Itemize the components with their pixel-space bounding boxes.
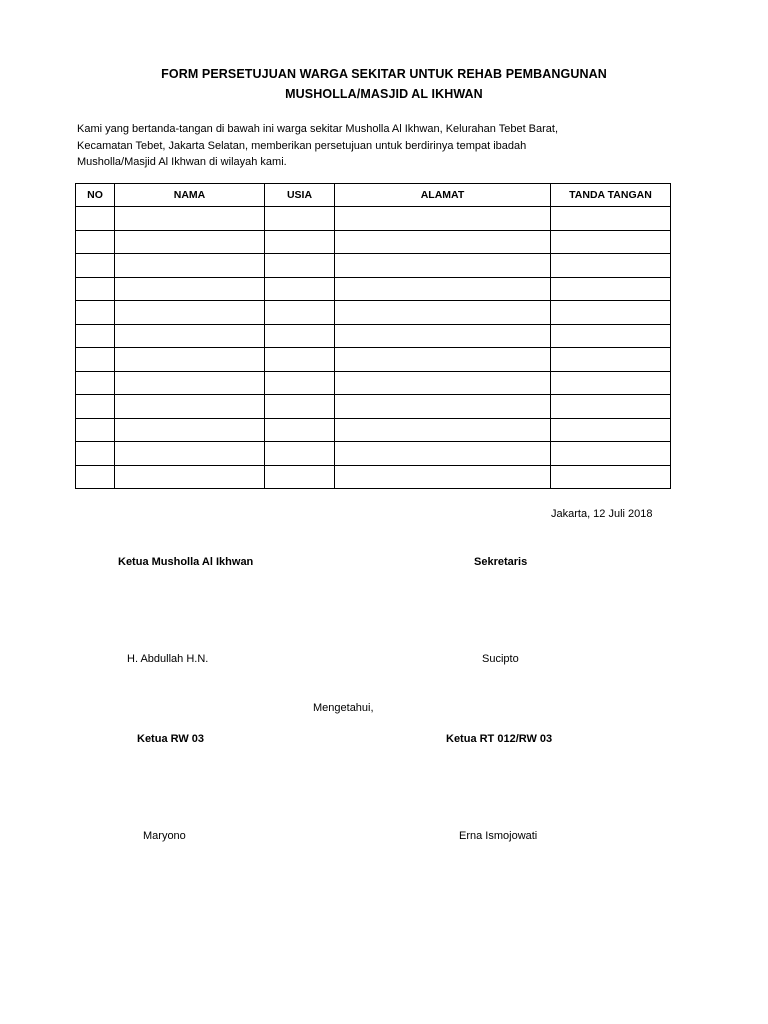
cell-alamat: [335, 348, 551, 372]
intro-line: Kami yang bertanda-tangan di bawah ini warga sekitar Musholla Al Ikhwan, Kelurahan Tebet Barat,: [77, 123, 559, 135]
cell-tanda-tangan: [551, 324, 671, 348]
cell-alamat: [335, 324, 551, 348]
table-row: [76, 324, 671, 348]
cell-tanda-tangan: [551, 371, 671, 395]
cell-tanda-tangan: [551, 230, 671, 254]
cell-no: [76, 207, 115, 231]
cell-nama: [115, 324, 265, 348]
header-no: NO: [76, 184, 115, 207]
cell-no: [76, 465, 115, 489]
cell-alamat: [335, 442, 551, 466]
cell-nama: [115, 277, 265, 301]
cell-alamat: [335, 277, 551, 301]
header-usia: USIA: [265, 184, 335, 207]
table-row: [76, 442, 671, 466]
sekretaris-name: Sucipto: [482, 653, 519, 665]
table-row: [76, 395, 671, 419]
cell-alamat: [335, 395, 551, 419]
cell-tanda-tangan: [551, 348, 671, 372]
cell-no: [76, 254, 115, 278]
ketua-rt-title: Ketua RT 012/RW 03: [446, 733, 553, 745]
cell-alamat: [335, 465, 551, 489]
table-body: [76, 207, 671, 489]
cell-tanda-tangan: [551, 442, 671, 466]
cell-usia: [265, 277, 335, 301]
sekretaris-title: Sekretaris: [474, 556, 528, 568]
ketua-musholla-name: H. Abdullah H.N.: [127, 653, 209, 665]
table-row: [76, 371, 671, 395]
cell-nama: [115, 230, 265, 254]
place-date: Jakarta, 12 Juli 2018: [551, 508, 653, 520]
table-header-row: [76, 184, 671, 207]
cell-nama: [115, 348, 265, 372]
cell-no: [76, 277, 115, 301]
cell-nama: [115, 371, 265, 395]
cell-usia: [265, 207, 335, 231]
header-alamat: ALAMAT: [335, 184, 551, 207]
ketua-rw-name: Maryono: [143, 830, 186, 842]
cell-nama: [115, 395, 265, 419]
intro-line: Kecamatan Tebet, Jakarta Selatan, memberikan persetujuan untuk berdirinya tempat ibadah: [77, 139, 527, 152]
table-row: [76, 254, 671, 278]
table-row: [76, 348, 671, 372]
cell-tanda-tangan: [551, 465, 671, 489]
header-nama: NAMA: [115, 184, 265, 207]
cell-tanda-tangan: [551, 301, 671, 325]
cell-tanda-tangan: [551, 254, 671, 278]
cell-usia: [265, 301, 335, 325]
cell-nama: [115, 301, 265, 325]
cell-no: [76, 418, 115, 442]
cell-alamat: [335, 301, 551, 325]
cell-nama: [115, 442, 265, 466]
form-title-line2: MUSHOLLA/MASJID AL IKHWAN: [285, 87, 483, 101]
mengetahui-label: Mengetahui,: [313, 702, 374, 714]
signature-table: [75, 183, 671, 489]
cell-usia: [265, 230, 335, 254]
cell-usia: [265, 324, 335, 348]
cell-usia: [265, 348, 335, 372]
cell-no: [76, 324, 115, 348]
table-row: [76, 277, 671, 301]
ketua-rw-title: Ketua RW 03: [137, 733, 205, 745]
table-row: [76, 230, 671, 254]
cell-alamat: [335, 371, 551, 395]
cell-alamat: [335, 254, 551, 278]
cell-usia: [265, 395, 335, 419]
cell-usia: [265, 465, 335, 489]
cell-no: [76, 301, 115, 325]
cell-nama: [115, 465, 265, 489]
cell-tanda-tangan: [551, 395, 671, 419]
cell-tanda-tangan: [551, 277, 671, 301]
cell-no: [76, 230, 115, 254]
header-tanda-tangan: TANDA TANGAN: [551, 184, 671, 207]
cell-nama: [115, 254, 265, 278]
table-row: [76, 418, 671, 442]
cell-usia: [265, 371, 335, 395]
cell-alamat: [335, 418, 551, 442]
cell-tanda-tangan: [551, 418, 671, 442]
table-row: [76, 301, 671, 325]
cell-usia: [265, 418, 335, 442]
cell-usia: [265, 254, 335, 278]
cell-usia: [265, 442, 335, 466]
cell-no: [76, 371, 115, 395]
cell-no: [76, 395, 115, 419]
table-row: [76, 207, 671, 231]
cell-nama: [115, 418, 265, 442]
intro-line: Musholla/Masjid Al Ikhwan di wilayah kami.: [77, 156, 287, 168]
cell-no: [76, 348, 115, 372]
intro-paragraph: [77, 121, 677, 171]
table-row: [76, 465, 671, 489]
cell-nama: [115, 207, 265, 231]
ketua-rt-name: Erna Ismojowati: [459, 830, 538, 842]
cell-alamat: [335, 207, 551, 231]
cell-alamat: [335, 230, 551, 254]
cell-no: [76, 442, 115, 466]
ketua-musholla-title: Ketua Musholla Al Ikhwan: [118, 556, 254, 568]
form-title-line1: FORM PERSETUJUAN WARGA SEKITAR UNTUK REHAB PEMBANGUNAN: [161, 67, 607, 81]
cell-tanda-tangan: [551, 207, 671, 231]
